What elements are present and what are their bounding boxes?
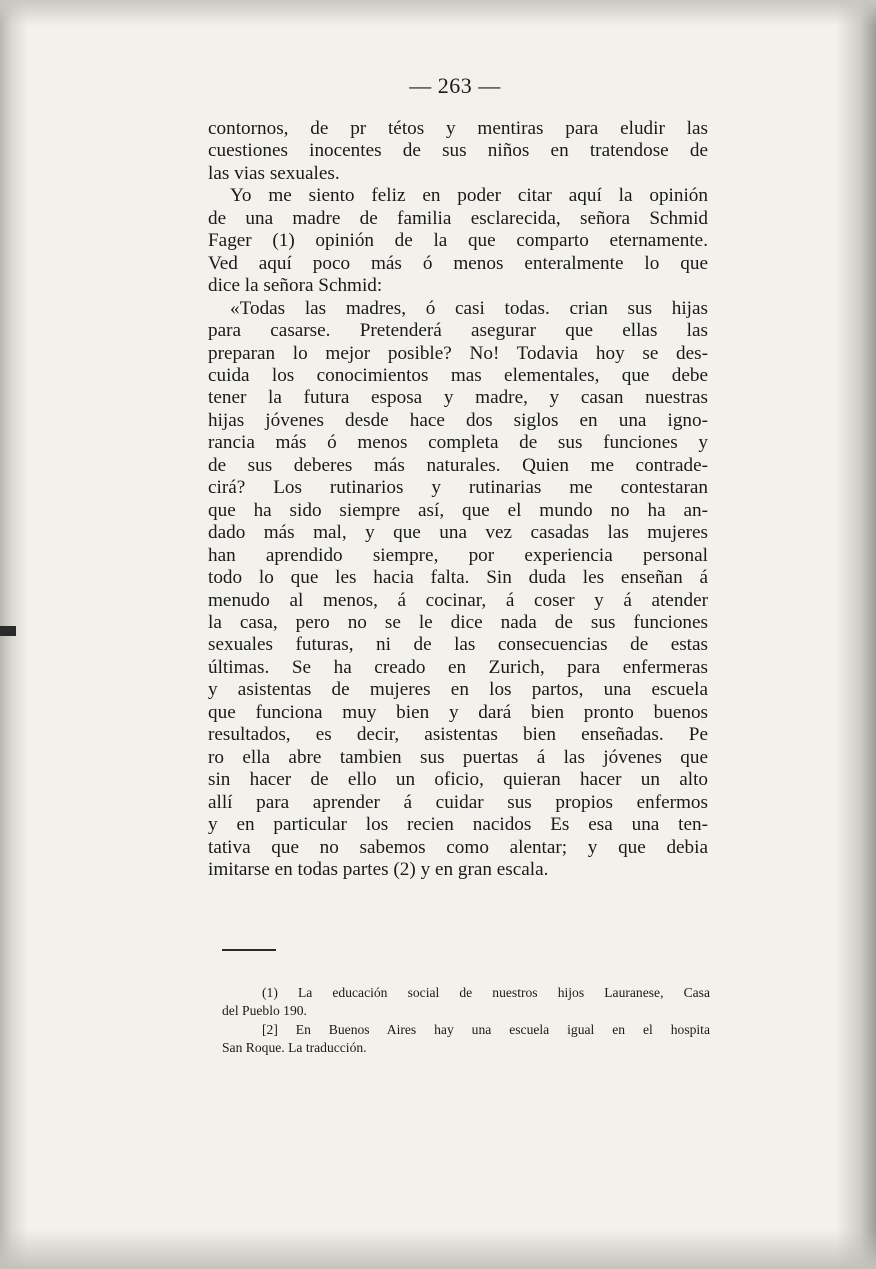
text-line: preparan lo mejor posible? No! Todavia hoy se des- <box>208 342 708 364</box>
footnote-line: (1) La educación social de nuestros hijos Lauranese, Casa <box>262 985 710 1000</box>
binding-mark <box>0 626 16 636</box>
text-line: Fager (1) opinión de la que comparto eternamente. <box>208 230 708 252</box>
text-line: sexuales futuras, ni de las consecuencias de estas <box>208 634 708 656</box>
text-line: de sus deberes más naturales. Quien me contrade- <box>208 454 708 476</box>
text-line: Yo me siento feliz en poder citar aquí la opinión <box>230 185 708 207</box>
text-line: últimas. Se ha creado en Zurich, para enfermeras <box>208 656 708 678</box>
scan-shadow-bottom <box>0 1229 876 1269</box>
text-line: cirá? Los rutinarios y rutinarias me contestaran <box>208 477 708 499</box>
body-text <box>208 118 708 881</box>
text-line: dice la señora Schmid: <box>208 275 383 297</box>
footnotes <box>222 984 710 1057</box>
page-number: — 263 — <box>409 73 501 98</box>
text-line: menudo al menos, á cocinar, á coser y á atender <box>208 589 708 611</box>
text-line: y asistentas de mujeres en los partos, una escuela <box>208 679 708 701</box>
scan-shadow-top <box>0 0 876 26</box>
text-line: que ha sido siempre así, que el mundo no ha an- <box>208 499 708 521</box>
text-line: «Todas las madres, ó casi todas. crian sus hijas <box>230 297 708 319</box>
text-line: tativa que no sabemos como alentar; y que debia <box>208 836 708 858</box>
footnote-line: San Roque. La traducción. <box>222 1039 367 1055</box>
text-line: la casa, pero no se le dice nada de sus funciones <box>208 611 708 633</box>
text-line: cuestiones inocentes de sus niños en tratendose de <box>208 140 708 162</box>
text-line: han aprendido siempre, por experiencia personal <box>208 544 708 566</box>
text-line: para casarse. Pretenderá asegurar que ellas las <box>208 320 708 342</box>
text-line: imitarse en todas partes (2) y en gran escala. <box>208 858 549 880</box>
text-line: de una madre de familia esclarecida, señora Schmid <box>208 207 708 229</box>
text-line: que funciona muy bien y dará bien pronto buenos <box>208 701 708 723</box>
text-line: cuida los conocimientos mas elementales, que debe <box>208 364 708 386</box>
text-line: las vias sexuales. <box>208 162 340 184</box>
text-line: y en particular los recien nacidos Es esa una ten- <box>208 814 708 836</box>
text-line: allí para aprender á cuidar sus propios enfermos <box>208 791 708 813</box>
text-line: dado más mal, y que una vez casadas las mujeres <box>208 522 708 544</box>
text-line: Ved aquí poco más ó menos enteralmente lo que <box>208 252 708 274</box>
text-line: ro ella abre tambien sus puertas á las jóvenes que <box>208 746 708 768</box>
scan-shadow-right <box>836 0 876 1269</box>
text-line: sin hacer de ello un oficio, quieran hacer un alto <box>208 769 708 791</box>
text-line: rancia más ó menos completa de sus funciones y <box>208 432 708 454</box>
text-line: resultados, es decir, asistentas bien enseñadas. Pe <box>208 724 708 746</box>
text-line: hijas jóvenes desde hace dos siglos en una igno- <box>208 409 708 431</box>
text-line: todo lo que les hacia falta. Sin duda les enseñan á <box>208 567 708 589</box>
text-line: tener la futura esposa y madre, y casan nuestras <box>208 387 708 409</box>
text-line: contornos, de pr tétos y mentiras para eludir las <box>208 118 708 139</box>
footnote-line: [2] En Buenos Aires hay una escuela igual en el hospita <box>262 1021 710 1037</box>
footnote-line: del Pueblo 190. <box>222 1003 307 1019</box>
footnote-separator <box>222 949 276 951</box>
